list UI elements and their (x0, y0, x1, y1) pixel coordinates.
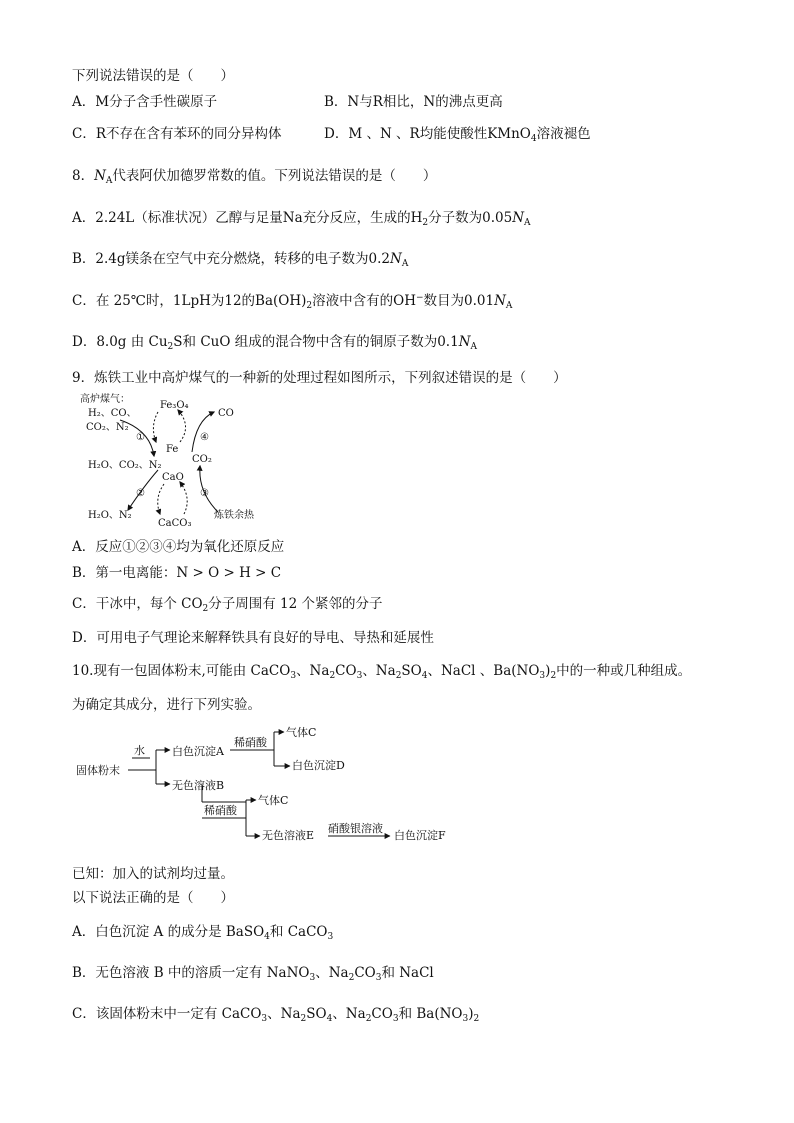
q10-stem: 10.现有一包固体粉末,可能由 CaCO$_3$、$Na_2CO_3$、$Na_2SO_4$、NaCl 、$Ba(NO_3)_2$中的一种或几种组成。 (72, 663, 692, 681)
flow-gas-c1: 气体C (286, 726, 317, 739)
diagram-step1: ① (136, 432, 145, 443)
q9-option-a[interactable]: A．反应①②③④均为氧化还原反应 (72, 539, 285, 555)
diagram-co: CO (218, 408, 234, 419)
q7-option-a[interactable]: A．M分子含手性碳原子 (72, 94, 218, 110)
q8-option-c[interactable]: C．在 25℃时，1LpH为12的$Ba(OH)_2$溶液中含有的OH−数目为$0.01N_A$ (72, 293, 513, 311)
flow-hno3-1: 稀硝酸 (234, 736, 267, 749)
q8-option-d[interactable]: D．8.0g 由 $Cu_2S$和 CuO 组成的混合物中含有的铜原子数为$0.1N_A$ (72, 334, 477, 352)
diagram-fe3o4: Fe₃O₄ (160, 400, 189, 411)
diagram-caco3: CaCO₃ (158, 518, 192, 529)
diagram-fe: Fe (166, 444, 179, 455)
flow-ppt-a: 白色沉淀A (172, 745, 224, 758)
q10-flow-diagram (76, 718, 476, 846)
diagram-mid-left: H₂O、CO₂、N₂ (88, 460, 162, 471)
diagram-co2: CO₂ (192, 454, 212, 465)
diagram-cao: CaO (162, 472, 184, 483)
q9-cycle-diagram (80, 390, 290, 530)
flow-ppt-f: 白色沉淀F (394, 829, 446, 842)
q10-option-b[interactable]: B．无色溶液 B 中的溶质一定有 NaNO$_3$、$Na_2CO_3$和 NaCl (72, 965, 434, 983)
diagram-heat: 炼铁余热 (214, 510, 254, 521)
q9-stem: 9．炼铁工业中高炉煤气的一种新的处理过程如图所示，下列叙述错误的是（ ） (72, 370, 567, 386)
q10-option-a[interactable]: A．白色沉淀 A 的成分是 BaSO$_4$和 CaCO$_3$ (72, 924, 334, 942)
diagram-gas2: CO₂、N₂ (86, 422, 129, 433)
flow-gas-c2: 气体C (258, 794, 289, 807)
q7-option-c[interactable]: C．R不存在含有苯环的同分异构体 (72, 126, 282, 142)
flow-ppt-d: 白色沉淀D (292, 759, 345, 772)
q8-stem: 8．$N_A$代表阿伏加德罗常数的值。下列说法错误的是（ ） (72, 168, 437, 186)
diagram-step3: ③ (200, 488, 209, 499)
diagram-step4: ④ (200, 432, 209, 443)
q7-stem: 下列说法错误的是（ ） (72, 68, 234, 84)
flow-hno3-2: 稀硝酸 (204, 804, 237, 817)
q9-option-b[interactable]: B．第一电离能：N > O > H > C (72, 565, 282, 581)
flow-agno3: 硝酸银溶液 (328, 822, 383, 835)
flow-sol-e: 无色溶液E (262, 829, 315, 842)
flow-water: 水 (134, 744, 145, 757)
q7-option-d[interactable]: D．M 、N 、R均能使酸性KMnO$_4$溶液褪色 (324, 126, 591, 144)
q10-stem-line2: 为确定其成分，进行下列实验。 (72, 697, 261, 713)
diagram-gas1: H₂、CO、 (88, 408, 137, 419)
q10-ask: 以下说法正确的是（ ） (72, 890, 234, 906)
q9-option-d[interactable]: D．可用电子气理论来解释铁具有良好的导电、导热和延展性 (72, 630, 434, 646)
flow-sol-b: 无色溶液B (172, 779, 225, 792)
q10-option-c[interactable]: C．该固体粉末中一定有 CaCO$_3$、$Na_2SO_4$、$Na_2CO_3$和 $Ba(NO_3)_2$ (72, 1006, 480, 1024)
diagram-step2: ② (136, 488, 145, 499)
q8-option-b[interactable]: B．2.4g镁条在空气中充分燃烧，转移的电子数为$0.2N_A$ (72, 251, 409, 269)
flow-powder: 固体粉末 (76, 764, 120, 777)
q7-option-b[interactable]: B．N与R相比，N的沸点更高 (324, 94, 503, 110)
diagram-gas-label: 高炉煤气： (80, 394, 130, 405)
q8-option-a[interactable]: A．2.24L（标准状况）乙醇与足量Na充分反应，生成的$H_2$分子数为$0.05N_A$ (72, 210, 531, 228)
diagram-h2o-n2: H₂O、N₂ (88, 510, 132, 521)
q9-option-c[interactable]: C．干冰中，每个 $CO_2$分子周围有 12 个紧邻的分子 (72, 596, 383, 614)
q10-known: 已知：加入的试剂均过量。 (72, 866, 234, 882)
